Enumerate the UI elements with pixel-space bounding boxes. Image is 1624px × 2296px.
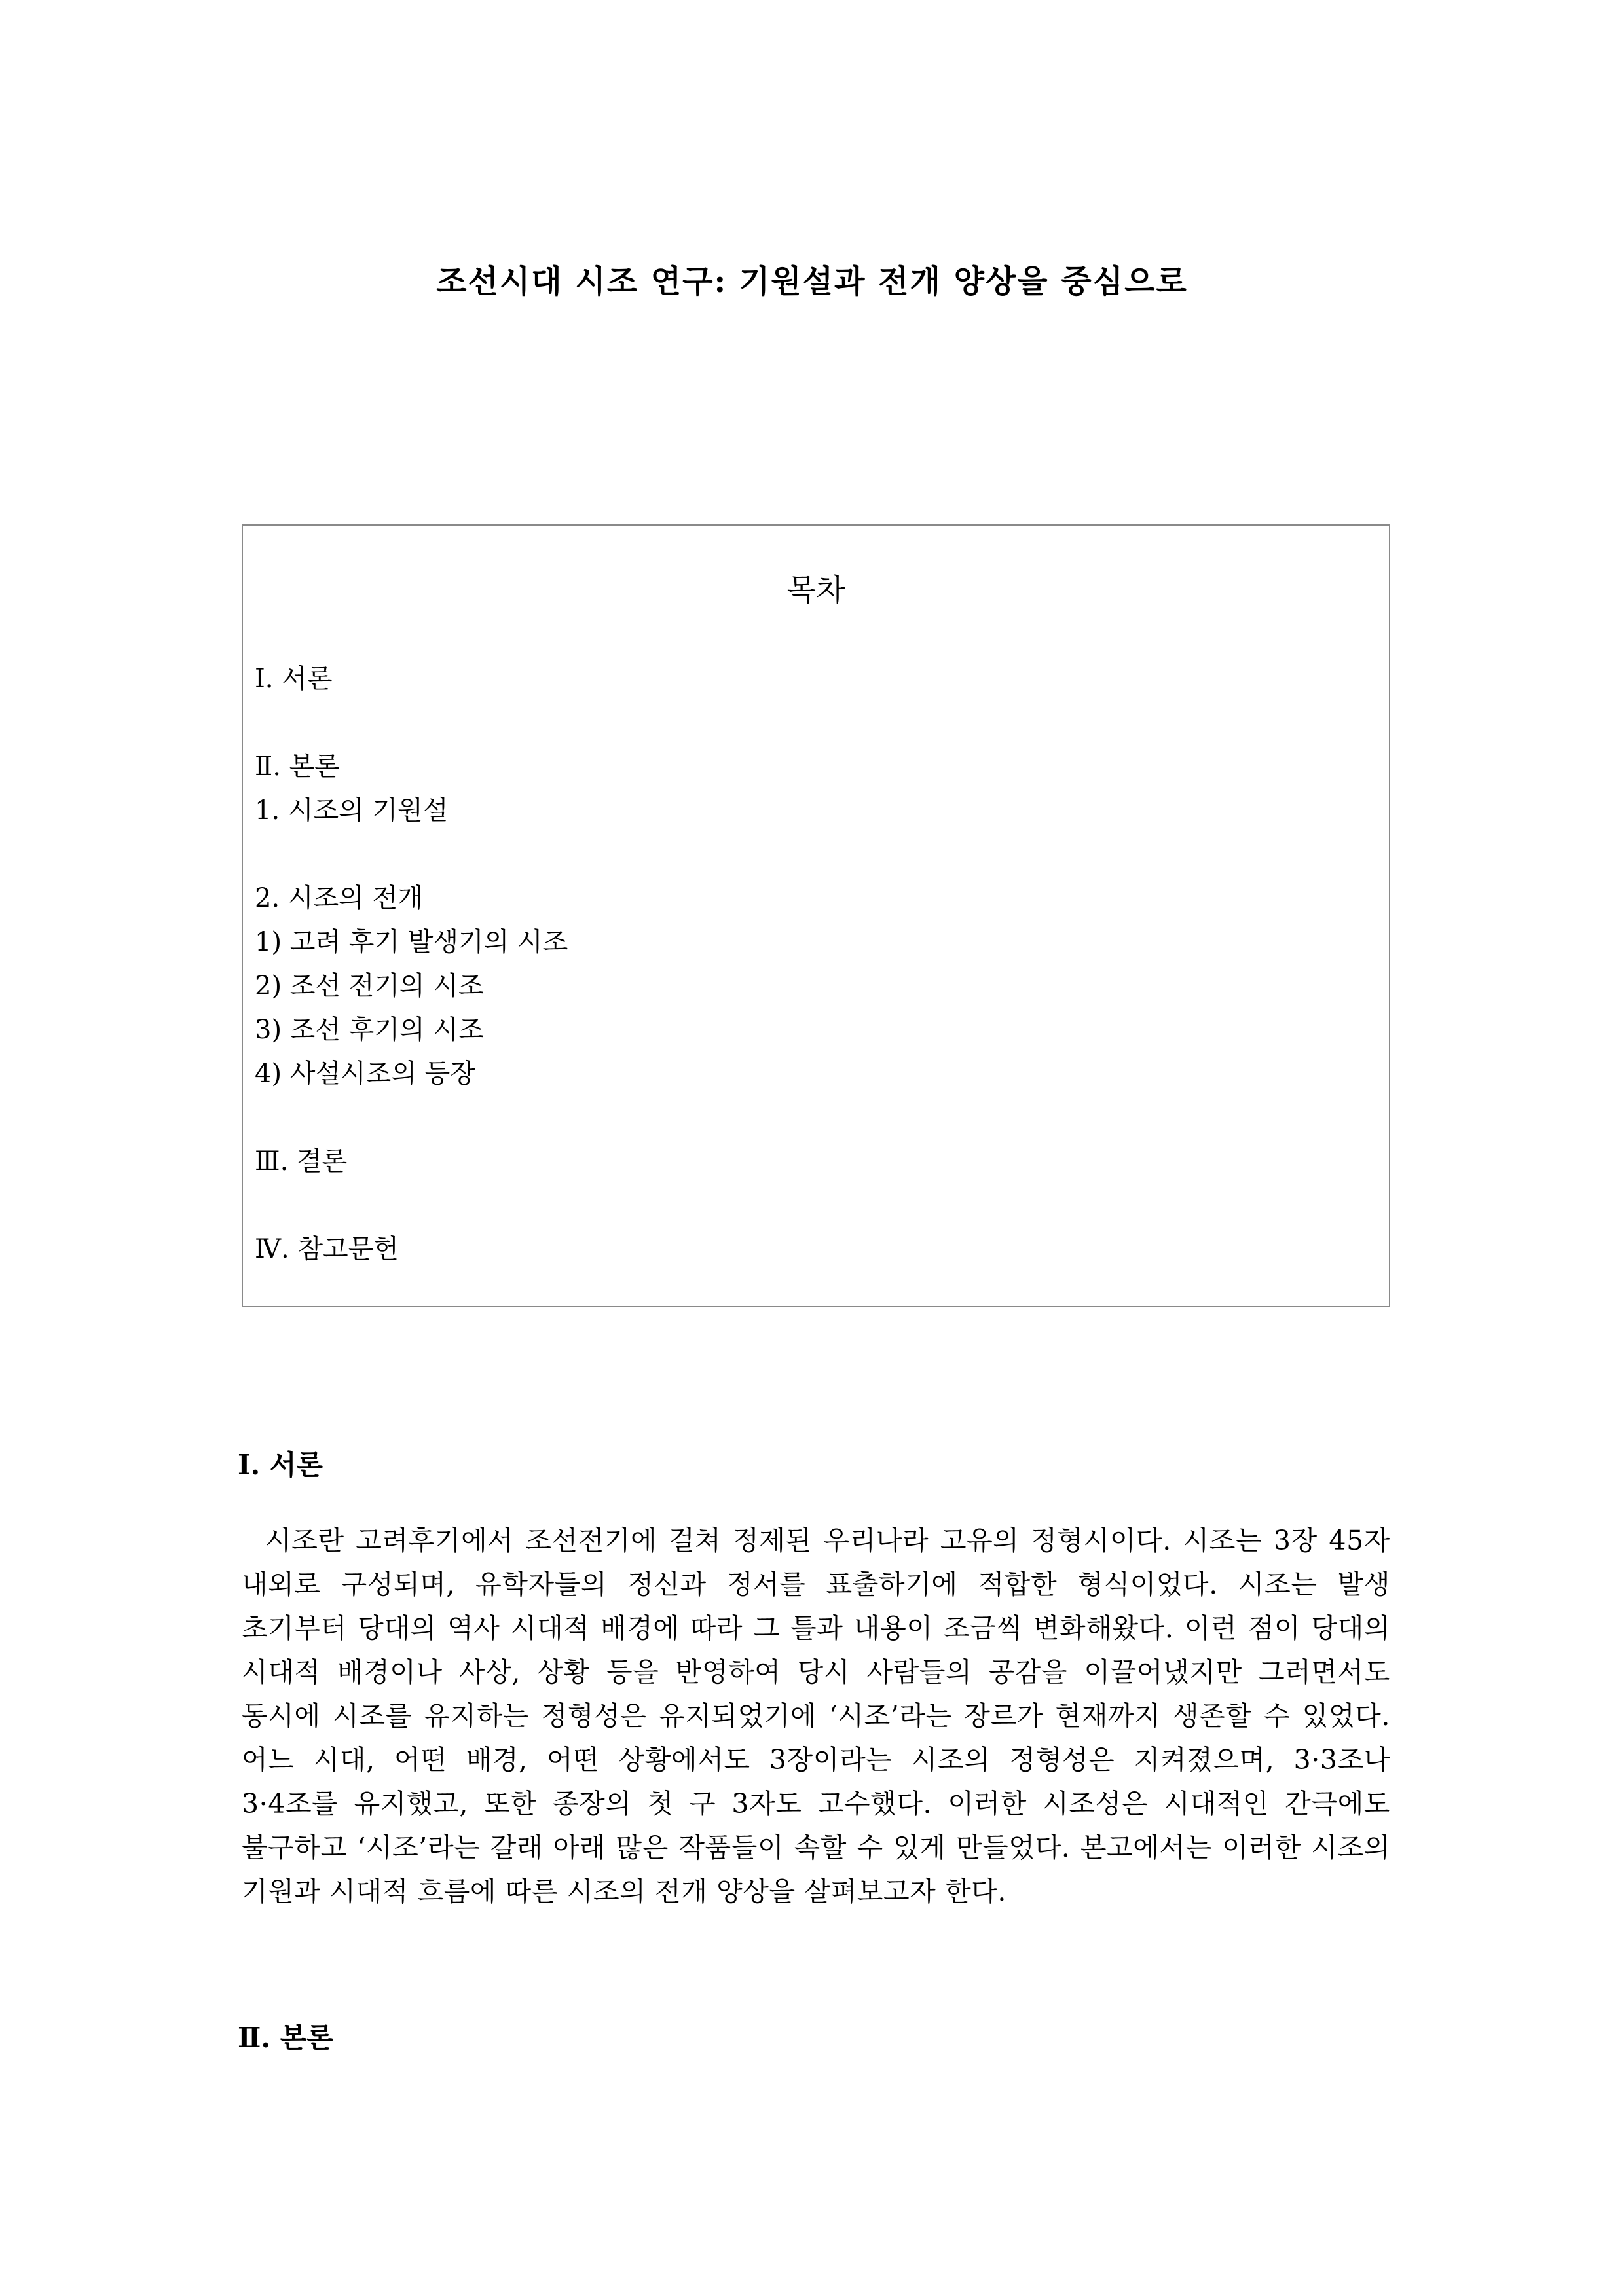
toc-item-origin-theories: 1. 시조의 기원설 — [255, 795, 449, 826]
toc-item-references: Ⅳ. 참고문헌 — [255, 1234, 399, 1264]
toc-heading: 목차 — [786, 572, 845, 608]
toc-item-saseol-sijo: 4) 사설시조의 등장 — [255, 1059, 475, 1089]
table-of-contents-box — [242, 524, 1390, 1307]
toc-item-conclusion: Ⅲ. 결론 — [255, 1146, 348, 1176]
section-heading-introduction: Ⅰ. 서론 — [238, 1449, 323, 1481]
introduction-paragraph: 시조란 고려후기에서 조선전기에 걸쳐 정제된 우리나라 고유의 정형시이다. 시조는 3장 45자 내외로 구성되며, 유학자들의 정신과 정서를 표출하기에 적합한 형식이었다. 시조는 발생 초기부터 당대의 역사 시대적 배경에 따라 그 틀과 내용이 조금씩 변화해왔다. 이런 점이 당대의 시대적 배경이나 사상, 상황 등을 반영하여 당시 사람들의 공감을 이끌어냈지만 그러면서도 동시에 시조를 유지하는 정형성은 유지되었기에 ‘시조’라는 장르가 현재까지 생존할 수 있었다. 어느 시대, 어떤 배경, 어떤 상황에서도 3장이라는 시조의 정형성은 지켜졌으며, 3·3조나 3·4조를 유지했고, 또한 종장의 첫 구 3자도 고수했다. 이러한 시조성은 시대적인 간극에도 불구하고 ‘시조’라는 갈래 아래 많은 작품들이 속할 수 있게 만들었다. 본고에서는 이러한 시조의 기원과 시대적 흐름에 따른 시조의 전개 양상을 살펴보고자 한다. — [242, 1525, 1390, 1907]
section-heading-body: Ⅱ. 본론 — [238, 2022, 333, 2054]
document-title: 조선시대 시조 연구: 기원설과 전개 양상을 중심으로 — [436, 263, 1188, 300]
toc-item-development: 2. 시조의 전개 — [255, 883, 423, 913]
toc-item-introduction: Ⅰ. 서론 — [255, 664, 333, 694]
toc-item-body: Ⅱ. 본론 — [255, 752, 340, 782]
toc-item-joseon-early: 2) 조선 전기의 시조 — [255, 971, 484, 1001]
toc-item-goryeo-late: 1) 고려 후기 발생기의 시조 — [255, 927, 568, 957]
toc-item-joseon-late: 3) 조선 후기의 시조 — [255, 1015, 484, 1045]
